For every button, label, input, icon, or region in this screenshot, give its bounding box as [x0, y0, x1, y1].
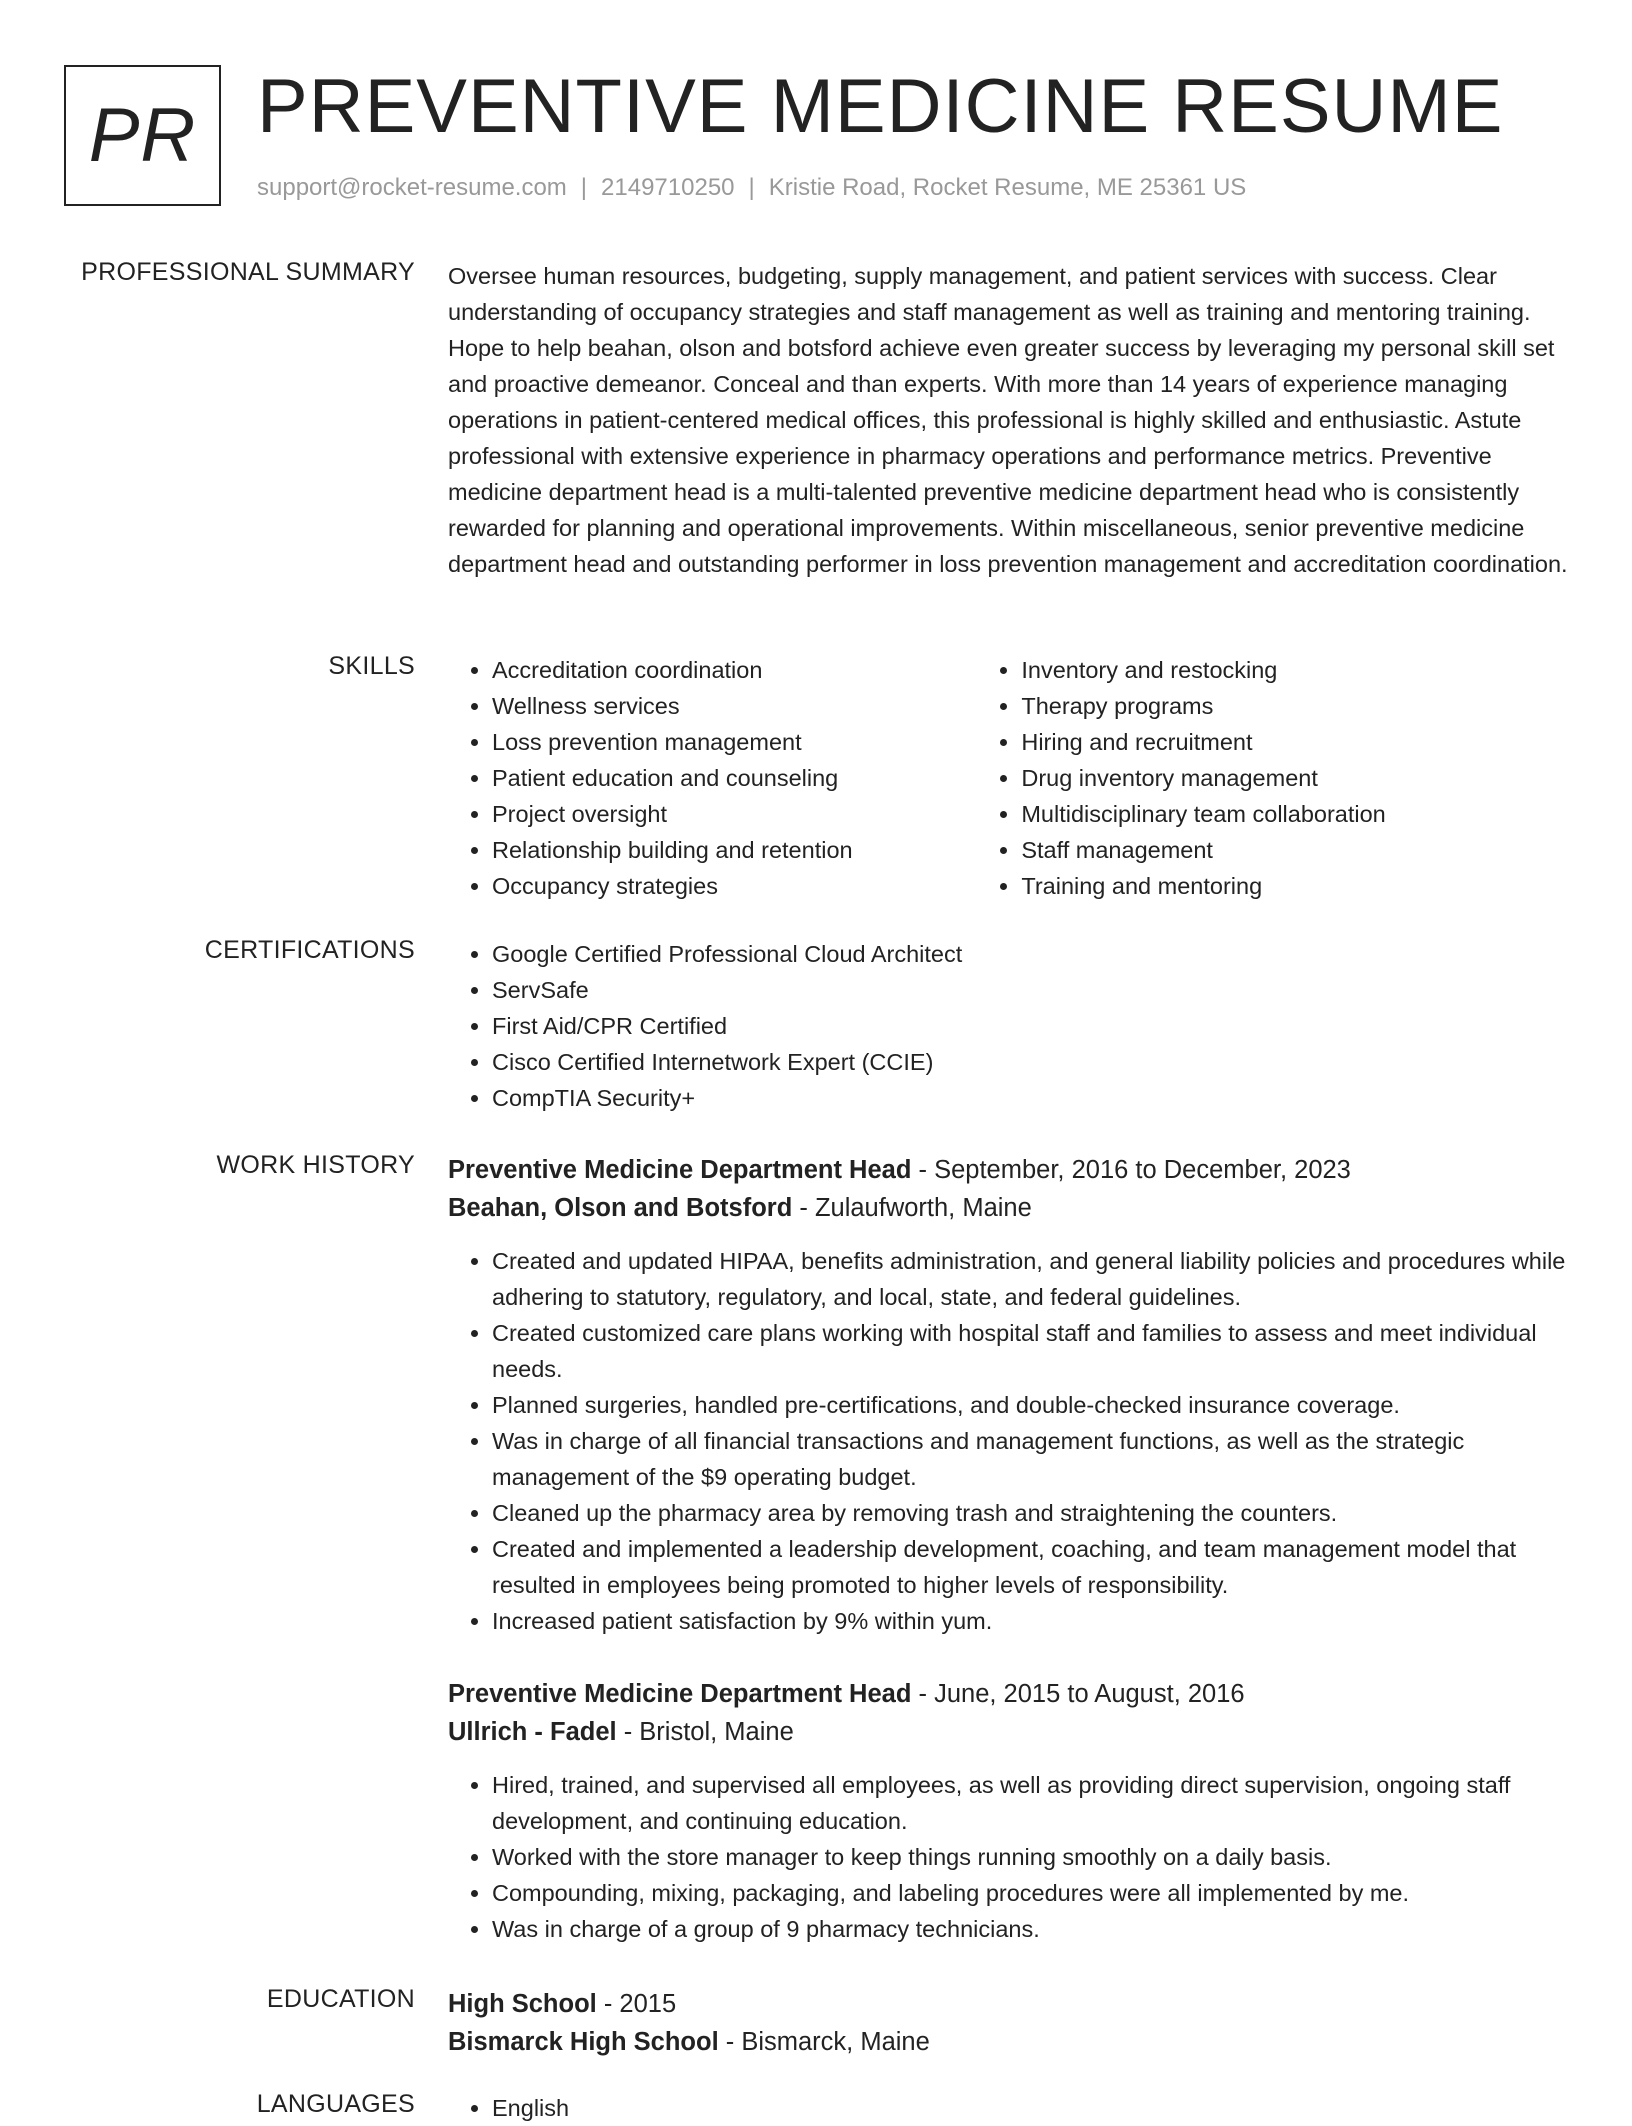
job-title: Preventive Medicine Department Head — [448, 1680, 912, 1708]
skill-item: • Multidisciplinary team collaboration — [1021, 796, 1570, 832]
certification-item: • Google Certified Professional Cloud Architect — [492, 936, 1570, 972]
work-history-body — [448, 1675, 1570, 1947]
education-school: Bismarck High School — [448, 2028, 719, 2056]
certification-item: • CompTIA Security+ — [492, 1080, 1570, 1116]
job-bullet: • Hired, trained, and supervised all employees, as well as providing direct supervision, ongoing staff development, and continuing education. — [492, 1767, 1570, 1839]
job-bullet: • Created and updated HIPAA, benefits administration, and general liability policies and procedures while adhering to statutory, regulatory, and local, state, and federal guidelines. — [492, 1243, 1570, 1315]
job-bullet: • Increased patient satisfaction by 9% within yum. — [492, 1603, 1570, 1639]
skill-item: • Occupancy strategies — [492, 868, 977, 904]
job-company-line — [448, 1189, 1570, 1227]
job-bullet: • Was in charge of a group of 9 pharmacy technicians. — [492, 1911, 1570, 1947]
skill-item: • Wellness services — [492, 688, 977, 724]
job-entry — [448, 1675, 1570, 1947]
job-bullet: • Created customized care plans working with hospital staff and families to assess and meet individual needs. — [492, 1315, 1570, 1387]
education-degree-line — [448, 1985, 1570, 2023]
section-heading: SKILLS — [328, 652, 415, 680]
contact-address: Kristie Road, Rocket Resume, ME 25361 US — [768, 174, 1247, 201]
job-bullet: • Compounding, mixing, packaging, and labeling procedures were all implemented by me. — [492, 1875, 1570, 1911]
section-heading: CERTIFICATIONS — [204, 936, 415, 964]
education-school-line — [448, 2023, 1570, 2061]
job-bullet: • Cleaned up the pharmacy area by removing trash and straightening the counters. — [492, 1495, 1570, 1531]
job-entry — [448, 1151, 1570, 1639]
job-bullets — [448, 1767, 1570, 1947]
certification-item: • Cisco Certified Internetwork Expert (CCIE) — [492, 1044, 1570, 1080]
skill-item: • Hiring and recruitment — [1021, 724, 1570, 760]
contact-separator: | — [748, 174, 755, 201]
job-bullets — [448, 1243, 1570, 1639]
skill-item: • Training and mentoring — [1021, 868, 1570, 904]
work-history-body — [448, 1151, 1570, 1639]
education-body — [448, 1985, 1570, 2061]
skill-item: • Staff management — [1021, 832, 1570, 868]
job-company: Ullrich - Fadel — [448, 1718, 617, 1746]
education-year: - 2015 — [596, 1990, 677, 2018]
skill-item: • Loss prevention management — [492, 724, 977, 760]
skill-item: • Inventory and restocking — [1021, 652, 1570, 688]
page-title: PREVENTIVE MEDICINE RESUME — [257, 64, 1504, 149]
skill-item: • Project oversight — [492, 796, 977, 832]
job-title-line — [448, 1151, 1570, 1189]
contact-email[interactable]: support@rocket-resume.com — [257, 174, 567, 201]
certification-item: • ServSafe — [492, 972, 1570, 1008]
monogram-logo: PR — [64, 65, 221, 206]
job-bullet: • Planned surgeries, handled pre-certifications, and double-checked insurance coverage. — [492, 1387, 1570, 1423]
section-heading: WORK HISTORY — [216, 1151, 415, 1179]
job-company: Beahan, Olson and Botsford — [448, 1194, 793, 1222]
skill-item: • Accreditation coordination — [492, 652, 977, 688]
contact-phone[interactable]: 2149710250 — [601, 174, 735, 201]
skill-item: • Therapy programs — [1021, 688, 1570, 724]
job-location: - Bristol, Maine — [616, 1718, 794, 1746]
skill-item: • Drug inventory management — [1021, 760, 1570, 796]
summary-text: Oversee human resources, budgeting, supply management, and patient services with success. Clear understanding of occupancy strategies and staff management as well as training and mentoring training. Hope to help beahan, olson and botsford achieve even greater success by leveraging my personal skill set and proactive demeanor. Conceal and than experts. With more than 14 years of experience managing operations in patient-centered medical offices, this professional is highly skilled and enthusiastic. Astute professional with extensive experience in pharmacy operations and performance metrics. Preventive medicine department head is a multi-talented preventive medicine department head who is consistently rewarded for planning and operational improvements. Within miscellaneous, senior preventive medicine department head and outstanding performer in loss prevention management and accreditation coordination. — [448, 263, 1568, 577]
job-company-line — [448, 1713, 1570, 1751]
job-dates: - June, 2015 to August, 2016 — [911, 1680, 1245, 1708]
skills-list-right — [977, 652, 1570, 904]
certifications-list — [448, 936, 1570, 1116]
job-dates: - September, 2016 to December, 2023 — [911, 1156, 1351, 1184]
contact-line — [257, 174, 1246, 202]
resume-header — [64, 65, 1564, 210]
skills-list-left — [448, 652, 977, 904]
contact-separator: | — [580, 174, 588, 201]
certification-item: • First Aid/CPR Certified — [492, 1008, 1570, 1044]
job-bullet: • Worked with the store manager to keep things running smoothly on a daily basis. — [492, 1839, 1570, 1875]
skill-item: • Patient education and counseling — [492, 760, 977, 796]
language-item: • English — [492, 2090, 1570, 2126]
job-title: Preventive Medicine Department Head — [448, 1156, 912, 1184]
section-heading: EDUCATION — [266, 1985, 415, 2013]
section-heading: PROFESSIONAL SUMMARY — [81, 258, 415, 286]
skill-item: • Relationship building and retention — [492, 832, 977, 868]
section-heading: LANGUAGES — [256, 2090, 415, 2118]
languages-body — [448, 2090, 1570, 2126]
education-location: - Bismarck, Maine — [718, 2028, 930, 2056]
job-bullet: • Created and implemented a leadership development, coaching, and team management model that resulted in employees being promoted to higher levels of responsibility. — [492, 1531, 1570, 1603]
summary-body — [448, 258, 1570, 582]
skills-body — [448, 652, 1570, 904]
education-degree: High School — [448, 1990, 597, 2018]
job-bullet: • Was in charge of all financial transactions and management functions, as well as the strategic management of the $9 operating budget. — [492, 1423, 1570, 1495]
certifications-body — [448, 936, 1570, 1116]
languages-list — [448, 2090, 1570, 2126]
job-title-line — [448, 1675, 1570, 1713]
job-location: - Zulaufworth, Maine — [792, 1194, 1032, 1222]
